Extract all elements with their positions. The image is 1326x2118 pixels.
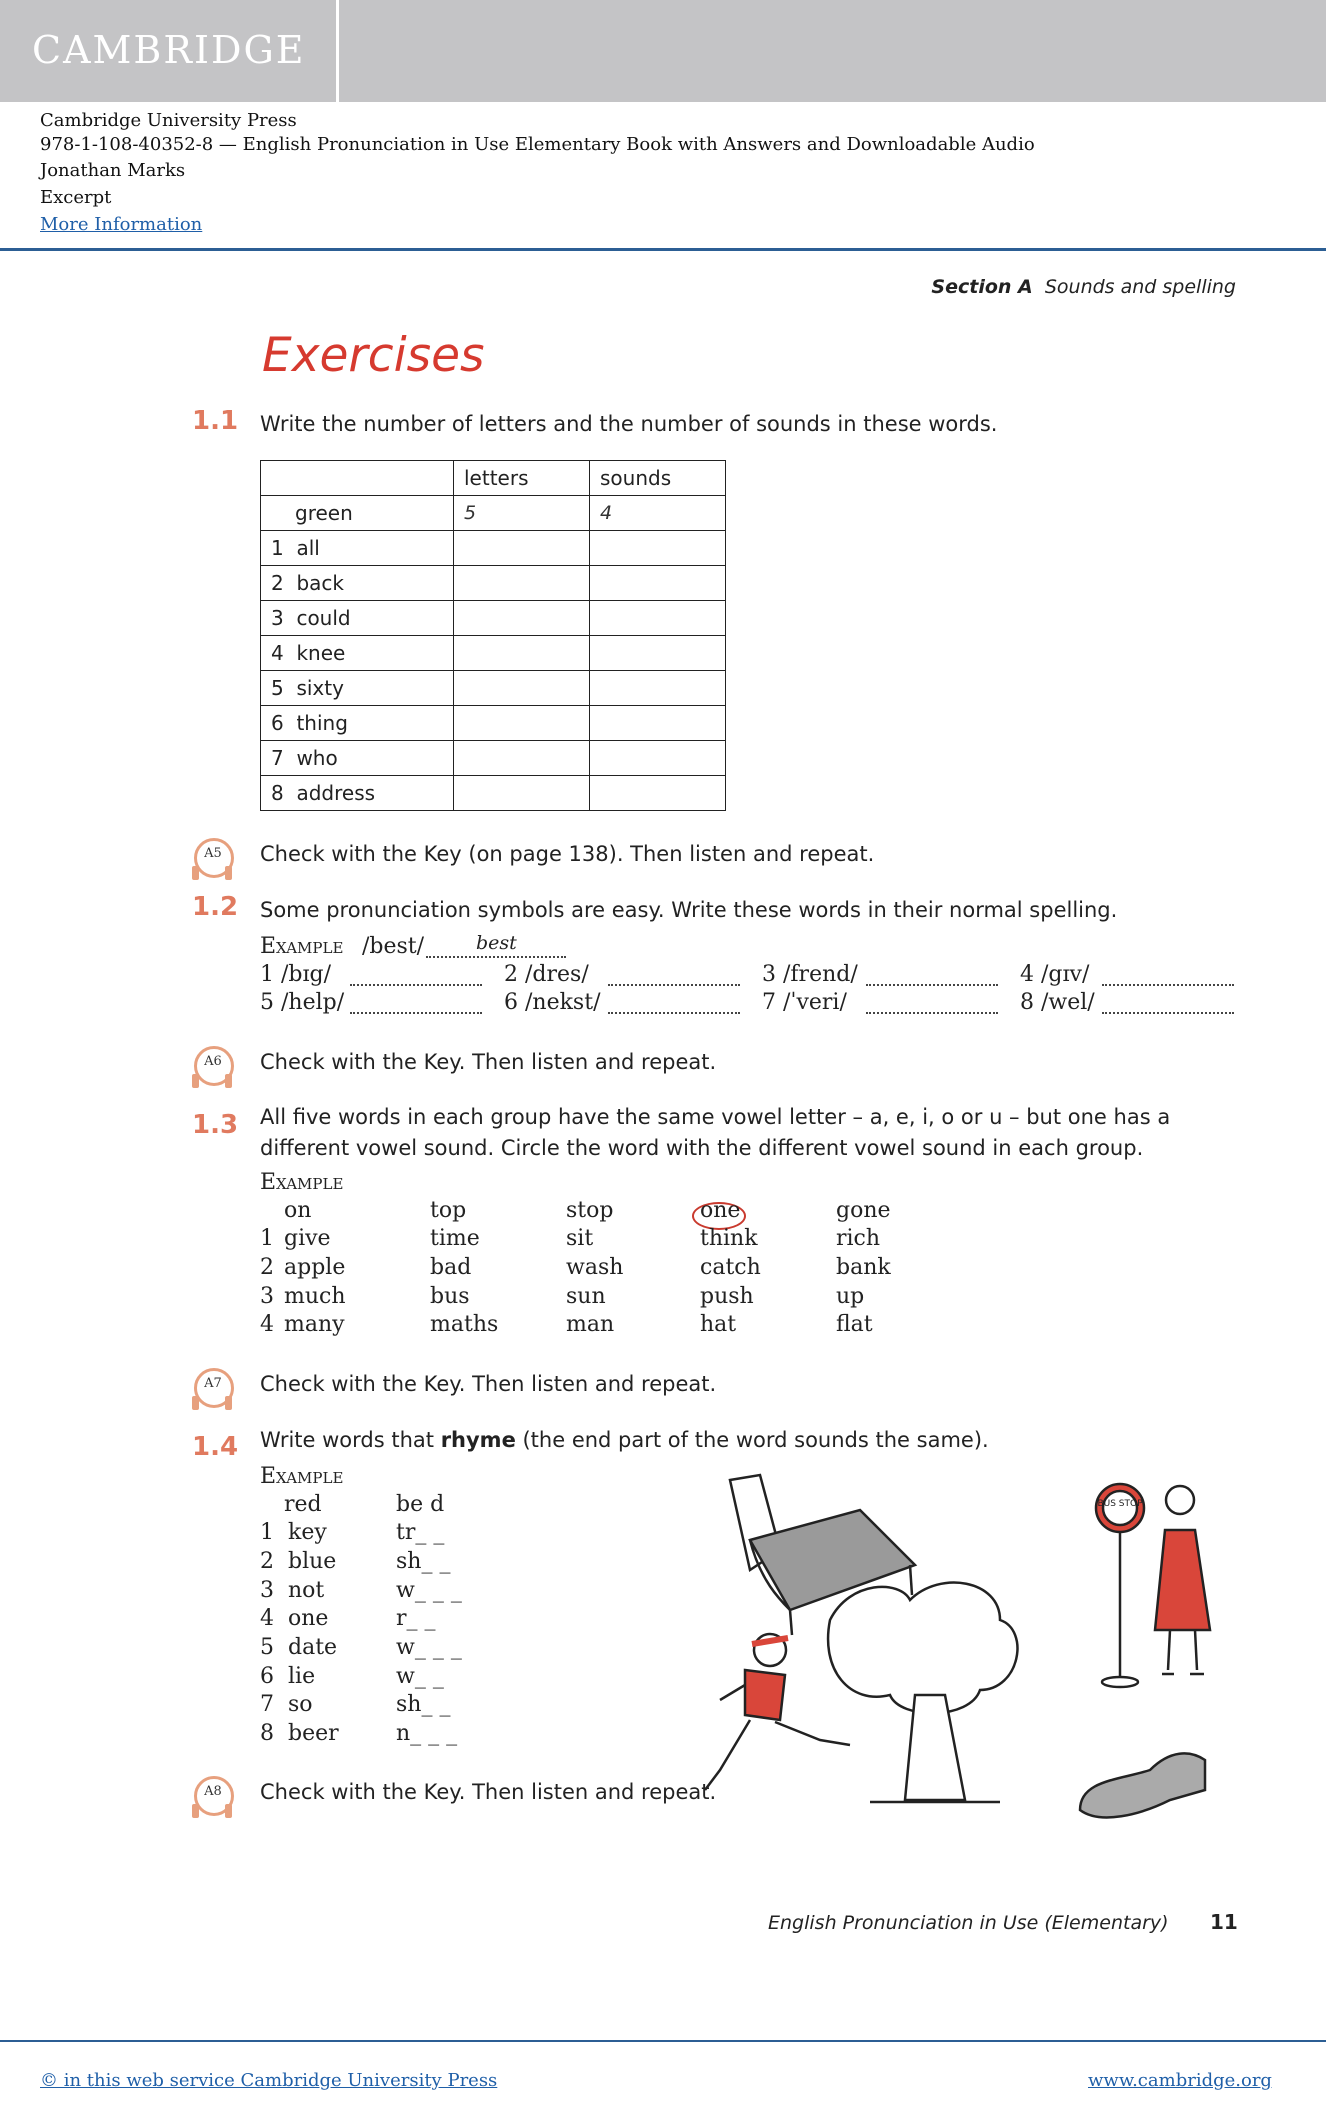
book-isbn-title: 978-1-108-40352-8 — English Pronunciation in Use Elementary Book with Answers and Downloadable Audio bbox=[40, 134, 1035, 155]
letters-sounds-table bbox=[260, 460, 726, 811]
running-footer-title: English Pronunciation in Use (Elementary) bbox=[768, 1912, 1169, 1934]
symbol-item: 8 /wel/ bbox=[1020, 990, 1095, 1015]
rhyme-item: 6 lie bbox=[260, 1664, 316, 1689]
sounds-answer-cell[interactable] bbox=[590, 671, 726, 706]
letters-answer-cell[interactable] bbox=[454, 776, 590, 811]
letters-answer-cell[interactable] bbox=[454, 671, 590, 706]
group-word[interactable]: wash bbox=[566, 1255, 624, 1280]
footer-rule bbox=[0, 2040, 1326, 2042]
group-word[interactable]: time bbox=[430, 1226, 480, 1251]
group-word[interactable]: hat bbox=[700, 1312, 737, 1337]
section-letter: Section A bbox=[931, 276, 1033, 298]
woman-drawing bbox=[1155, 1486, 1210, 1674]
word-cell: 4 knee bbox=[261, 636, 454, 671]
tree-drawing bbox=[828, 1583, 1017, 1802]
rhyme-blank[interactable]: w_ _ _ bbox=[396, 1578, 462, 1603]
word-cell: 7 who bbox=[261, 741, 454, 776]
example-symbol: /best/ bbox=[362, 934, 425, 959]
table-row bbox=[261, 671, 726, 706]
symbol-item: 5 /help/ bbox=[260, 990, 345, 1015]
letters-answer-cell[interactable] bbox=[454, 706, 590, 741]
more-information-link[interactable]: More Information bbox=[40, 214, 203, 235]
rhyme-blank[interactable]: tr_ _ bbox=[396, 1520, 445, 1545]
sounds-answer-cell[interactable] bbox=[590, 601, 726, 636]
logo-box bbox=[0, 0, 339, 102]
rhyme-example-word: red bbox=[284, 1492, 322, 1517]
example-label: Example bbox=[260, 1464, 344, 1489]
group-number: 1 bbox=[260, 1226, 274, 1251]
letters-answer-cell[interactable] bbox=[454, 566, 590, 601]
audio-track-a7-icon[interactable]: A7 bbox=[190, 1368, 234, 1410]
rhyme-blank[interactable]: n_ _ _ bbox=[396, 1721, 458, 1746]
answer-line[interactable] bbox=[1102, 1012, 1234, 1014]
group-word[interactable]: sun bbox=[566, 1284, 606, 1309]
symbol-item: 3 /frend/ bbox=[762, 962, 858, 987]
audio-track-a5-icon[interactable]: A5 bbox=[190, 838, 234, 880]
letters-answer-cell[interactable] bbox=[454, 531, 590, 566]
example-letters: 5 bbox=[454, 496, 590, 531]
example-answer: best bbox=[476, 932, 517, 954]
symbol-item: 1 /bɪg/ bbox=[260, 962, 332, 987]
bus-stop-drawing bbox=[1096, 1484, 1144, 1687]
exercise-number-1-1: 1.1 bbox=[192, 406, 239, 436]
page-title: Exercises bbox=[262, 328, 485, 383]
word-cell: 2 back bbox=[261, 566, 454, 601]
sounds-answer-cell[interactable] bbox=[590, 776, 726, 811]
page-number: 11 bbox=[1210, 1910, 1238, 1934]
answer-line[interactable] bbox=[350, 1012, 482, 1014]
group-word[interactable]: sit bbox=[566, 1226, 594, 1251]
symbol-item: 7 /ˈveri/ bbox=[762, 990, 847, 1015]
table-row bbox=[261, 741, 726, 776]
word-cell: 6 thing bbox=[261, 706, 454, 741]
letters-answer-cell[interactable] bbox=[454, 636, 590, 671]
cambridge-logo: CAMBRIDGE bbox=[32, 28, 306, 72]
shoe-drawing bbox=[1080, 1753, 1205, 1817]
group-number: 2 bbox=[260, 1255, 274, 1280]
letters-answer-cell[interactable] bbox=[454, 601, 590, 636]
word-cell: 3 could bbox=[261, 601, 454, 636]
example-sounds: 4 bbox=[590, 496, 726, 531]
exercise-1-3-instruction: All five words in each group have the same vowel letter – a, e, i, o or u – but one has a different vowel sound. Circle the word with the different vowel sound in each group. bbox=[260, 1105, 1171, 1160]
table-row bbox=[261, 776, 726, 811]
group-word[interactable]: up bbox=[836, 1284, 865, 1309]
table-row bbox=[261, 496, 726, 531]
sounds-answer-cell[interactable] bbox=[590, 636, 726, 671]
exercise-number-1-3: 1.3 bbox=[192, 1110, 239, 1140]
check-key-a7: Check with the Key. Then listen and repeat. bbox=[260, 1372, 717, 1396]
group-word: gone bbox=[836, 1198, 891, 1223]
word-cell: 5 sixty bbox=[261, 671, 454, 706]
exercise-number-1-4: 1.4 bbox=[192, 1432, 239, 1462]
table-header-blank bbox=[261, 461, 454, 496]
rhyme-blank[interactable]: sh_ _ bbox=[396, 1692, 451, 1717]
group-word: on bbox=[284, 1198, 312, 1223]
exercise-1-4-instruction: Write words that rhyme (the end part of the word sounds the same). bbox=[260, 1428, 989, 1452]
group-word[interactable]: push bbox=[700, 1284, 754, 1309]
sounds-answer-cell[interactable] bbox=[590, 741, 726, 776]
word-cell: 8 address bbox=[261, 776, 454, 811]
example-label: Example bbox=[260, 934, 344, 959]
rhyme-item: 5 date bbox=[260, 1635, 338, 1660]
runner-drawing bbox=[705, 1634, 850, 1790]
rhyme-blank[interactable]: r_ _ bbox=[396, 1606, 436, 1631]
header-bar bbox=[0, 0, 1326, 102]
group-word-circled: one bbox=[700, 1198, 741, 1223]
group-word[interactable]: bank bbox=[836, 1255, 891, 1280]
table-header-row bbox=[261, 461, 726, 496]
letters-answer-cell[interactable] bbox=[454, 741, 590, 776]
answer-line[interactable] bbox=[1102, 984, 1234, 986]
example-label: Example bbox=[260, 1170, 344, 1195]
group-word[interactable]: many bbox=[284, 1312, 345, 1337]
group-word[interactable]: bad bbox=[430, 1255, 472, 1280]
table-row bbox=[261, 636, 726, 671]
table-header-letters: letters bbox=[454, 461, 590, 496]
group-word: top bbox=[430, 1198, 467, 1223]
copyright-link[interactable]: © in this web service Cambridge University Press bbox=[40, 2070, 498, 2091]
example-word: green bbox=[261, 496, 454, 531]
rhyme-item: 1 key bbox=[260, 1520, 327, 1545]
group-word[interactable]: bus bbox=[430, 1284, 470, 1309]
bus-stop-sign: BUS STOP bbox=[1097, 1499, 1143, 1509]
exercise-1-1-instruction: Write the number of letters and the number of sounds in these words. bbox=[260, 412, 998, 436]
audio-track-a6-icon[interactable]: A6 bbox=[190, 1046, 234, 1088]
group-word[interactable]: catch bbox=[700, 1255, 761, 1280]
group-word[interactable]: man bbox=[566, 1312, 615, 1337]
answer-line[interactable] bbox=[866, 1012, 998, 1014]
sounds-answer-cell[interactable] bbox=[590, 566, 726, 601]
section-topic: Sounds and spelling bbox=[1044, 276, 1236, 298]
answer-line[interactable] bbox=[608, 1012, 740, 1014]
rhyme-illustration bbox=[700, 1470, 1220, 1840]
excerpt-label: Excerpt bbox=[40, 187, 112, 208]
audio-track-a8-icon[interactable]: A8 bbox=[190, 1776, 234, 1818]
check-key-a8: Check with the Key. Then listen and repeat. bbox=[260, 1780, 717, 1804]
rhyme-example-answer: be d bbox=[396, 1492, 445, 1517]
symbol-item: 2 /dres/ bbox=[504, 962, 589, 987]
group-number: 3 bbox=[260, 1284, 274, 1309]
group-word[interactable]: apple bbox=[284, 1255, 346, 1280]
check-key-a6: Check with the Key. Then listen and repeat. bbox=[260, 1050, 717, 1074]
group-word[interactable]: much bbox=[284, 1284, 346, 1309]
author: Jonathan Marks bbox=[40, 160, 186, 181]
group-word: stop bbox=[566, 1198, 614, 1223]
section-label bbox=[931, 276, 1236, 298]
answer-line[interactable] bbox=[350, 984, 482, 986]
check-key-a5: Check with the Key (on page 138). Then listen and repeat. bbox=[260, 842, 875, 866]
rhyme-blank[interactable]: w_ _ _ bbox=[396, 1635, 462, 1660]
table-header-sounds: sounds bbox=[590, 461, 726, 496]
symbol-item: 4 /gɪv/ bbox=[1020, 962, 1090, 987]
answer-line[interactable] bbox=[608, 984, 740, 986]
answer-line bbox=[426, 956, 566, 958]
table-row bbox=[261, 706, 726, 741]
publisher: Cambridge University Press bbox=[40, 110, 297, 131]
rhyme-item: 3 not bbox=[260, 1578, 325, 1603]
answer-line[interactable] bbox=[866, 984, 998, 986]
header-rule bbox=[0, 248, 1326, 251]
website-link[interactable]: www.cambridge.org bbox=[1088, 2070, 1272, 2091]
word-cell: 1 all bbox=[261, 531, 454, 566]
group-word[interactable]: give bbox=[284, 1226, 331, 1251]
rhyme-item: 8 beer bbox=[260, 1721, 339, 1746]
rhyme-blank[interactable]: w_ _ bbox=[396, 1664, 444, 1689]
sounds-answer-cell[interactable] bbox=[590, 531, 726, 566]
group-word[interactable]: flat bbox=[836, 1312, 873, 1337]
group-word[interactable]: rich bbox=[836, 1226, 881, 1251]
exercise-number-1-2: 1.2 bbox=[192, 892, 239, 922]
rhyme-item: 4 one bbox=[260, 1606, 329, 1631]
rhyme-item: 7 so bbox=[260, 1692, 313, 1717]
table-row bbox=[261, 531, 726, 566]
sounds-answer-cell[interactable] bbox=[590, 706, 726, 741]
table-row bbox=[261, 566, 726, 601]
group-word[interactable]: think bbox=[700, 1226, 758, 1251]
group-word[interactable]: maths bbox=[430, 1312, 499, 1337]
group-number: 4 bbox=[260, 1312, 274, 1337]
rhyme-blank[interactable]: sh_ _ bbox=[396, 1549, 451, 1574]
table-row bbox=[261, 601, 726, 636]
rhyme-item: 2 blue bbox=[260, 1549, 337, 1574]
exercise-1-2-instruction: Some pronunciation symbols are easy. Write these words in their normal spelling. bbox=[260, 898, 1118, 922]
symbol-item: 6 /nekst/ bbox=[504, 990, 601, 1015]
